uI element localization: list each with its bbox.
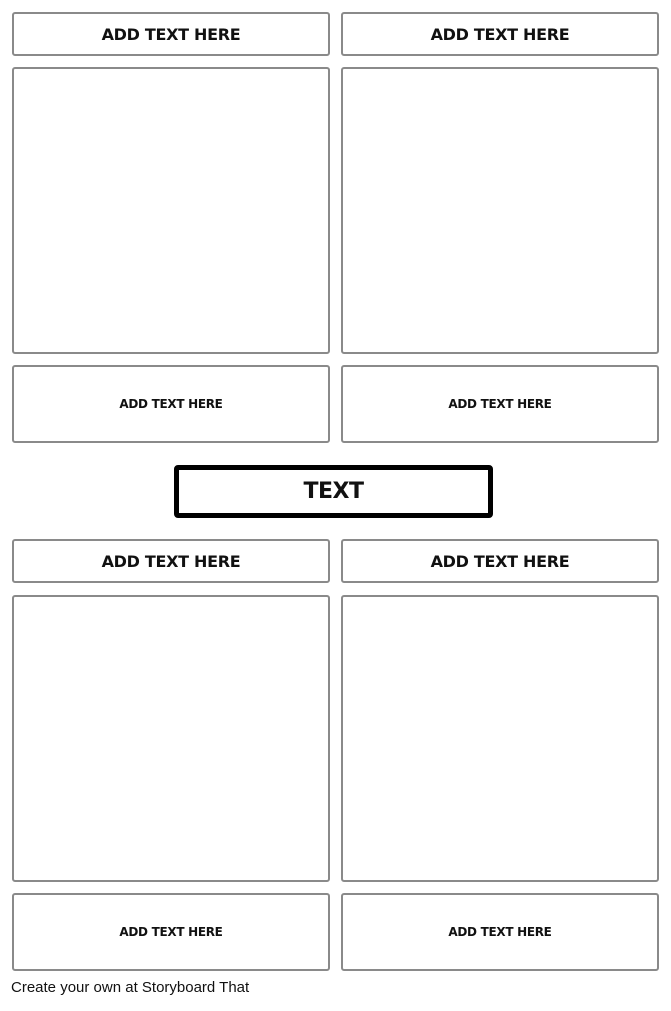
panel-2-description: ADD TEXT HERE (448, 397, 552, 411)
footer-credit[interactable]: Create your own at Storyboard That (11, 979, 250, 996)
center-banner[interactable] (174, 465, 493, 518)
panel-4-cell[interactable] (341, 595, 659, 882)
panel-1-title: ADD TEXT HERE (101, 24, 241, 44)
panel-3-description: ADD TEXT HERE (119, 925, 223, 939)
panel-4-description-box[interactable] (341, 893, 659, 971)
panel-3-description-box[interactable] (12, 893, 330, 971)
panel-1-title-box[interactable] (12, 12, 330, 56)
panel-4-description: ADD TEXT HERE (448, 925, 552, 939)
panel-2-cell[interactable] (341, 67, 659, 354)
panel-3-title-box[interactable] (12, 539, 330, 583)
panel-1-cell[interactable] (12, 67, 330, 354)
panel-3-title: ADD TEXT HERE (101, 551, 241, 571)
panel-2-title-box[interactable] (341, 12, 659, 56)
panel-1-description-box[interactable] (12, 365, 330, 443)
panel-4-title-box[interactable] (341, 539, 659, 583)
panel-2-title: ADD TEXT HERE (430, 24, 570, 44)
center-banner-text: TEXT (303, 479, 364, 504)
panel-4-title: ADD TEXT HERE (430, 551, 570, 571)
panel-1-description: ADD TEXT HERE (119, 397, 223, 411)
panel-3-cell[interactable] (12, 595, 330, 882)
panel-2-description-box[interactable] (341, 365, 659, 443)
